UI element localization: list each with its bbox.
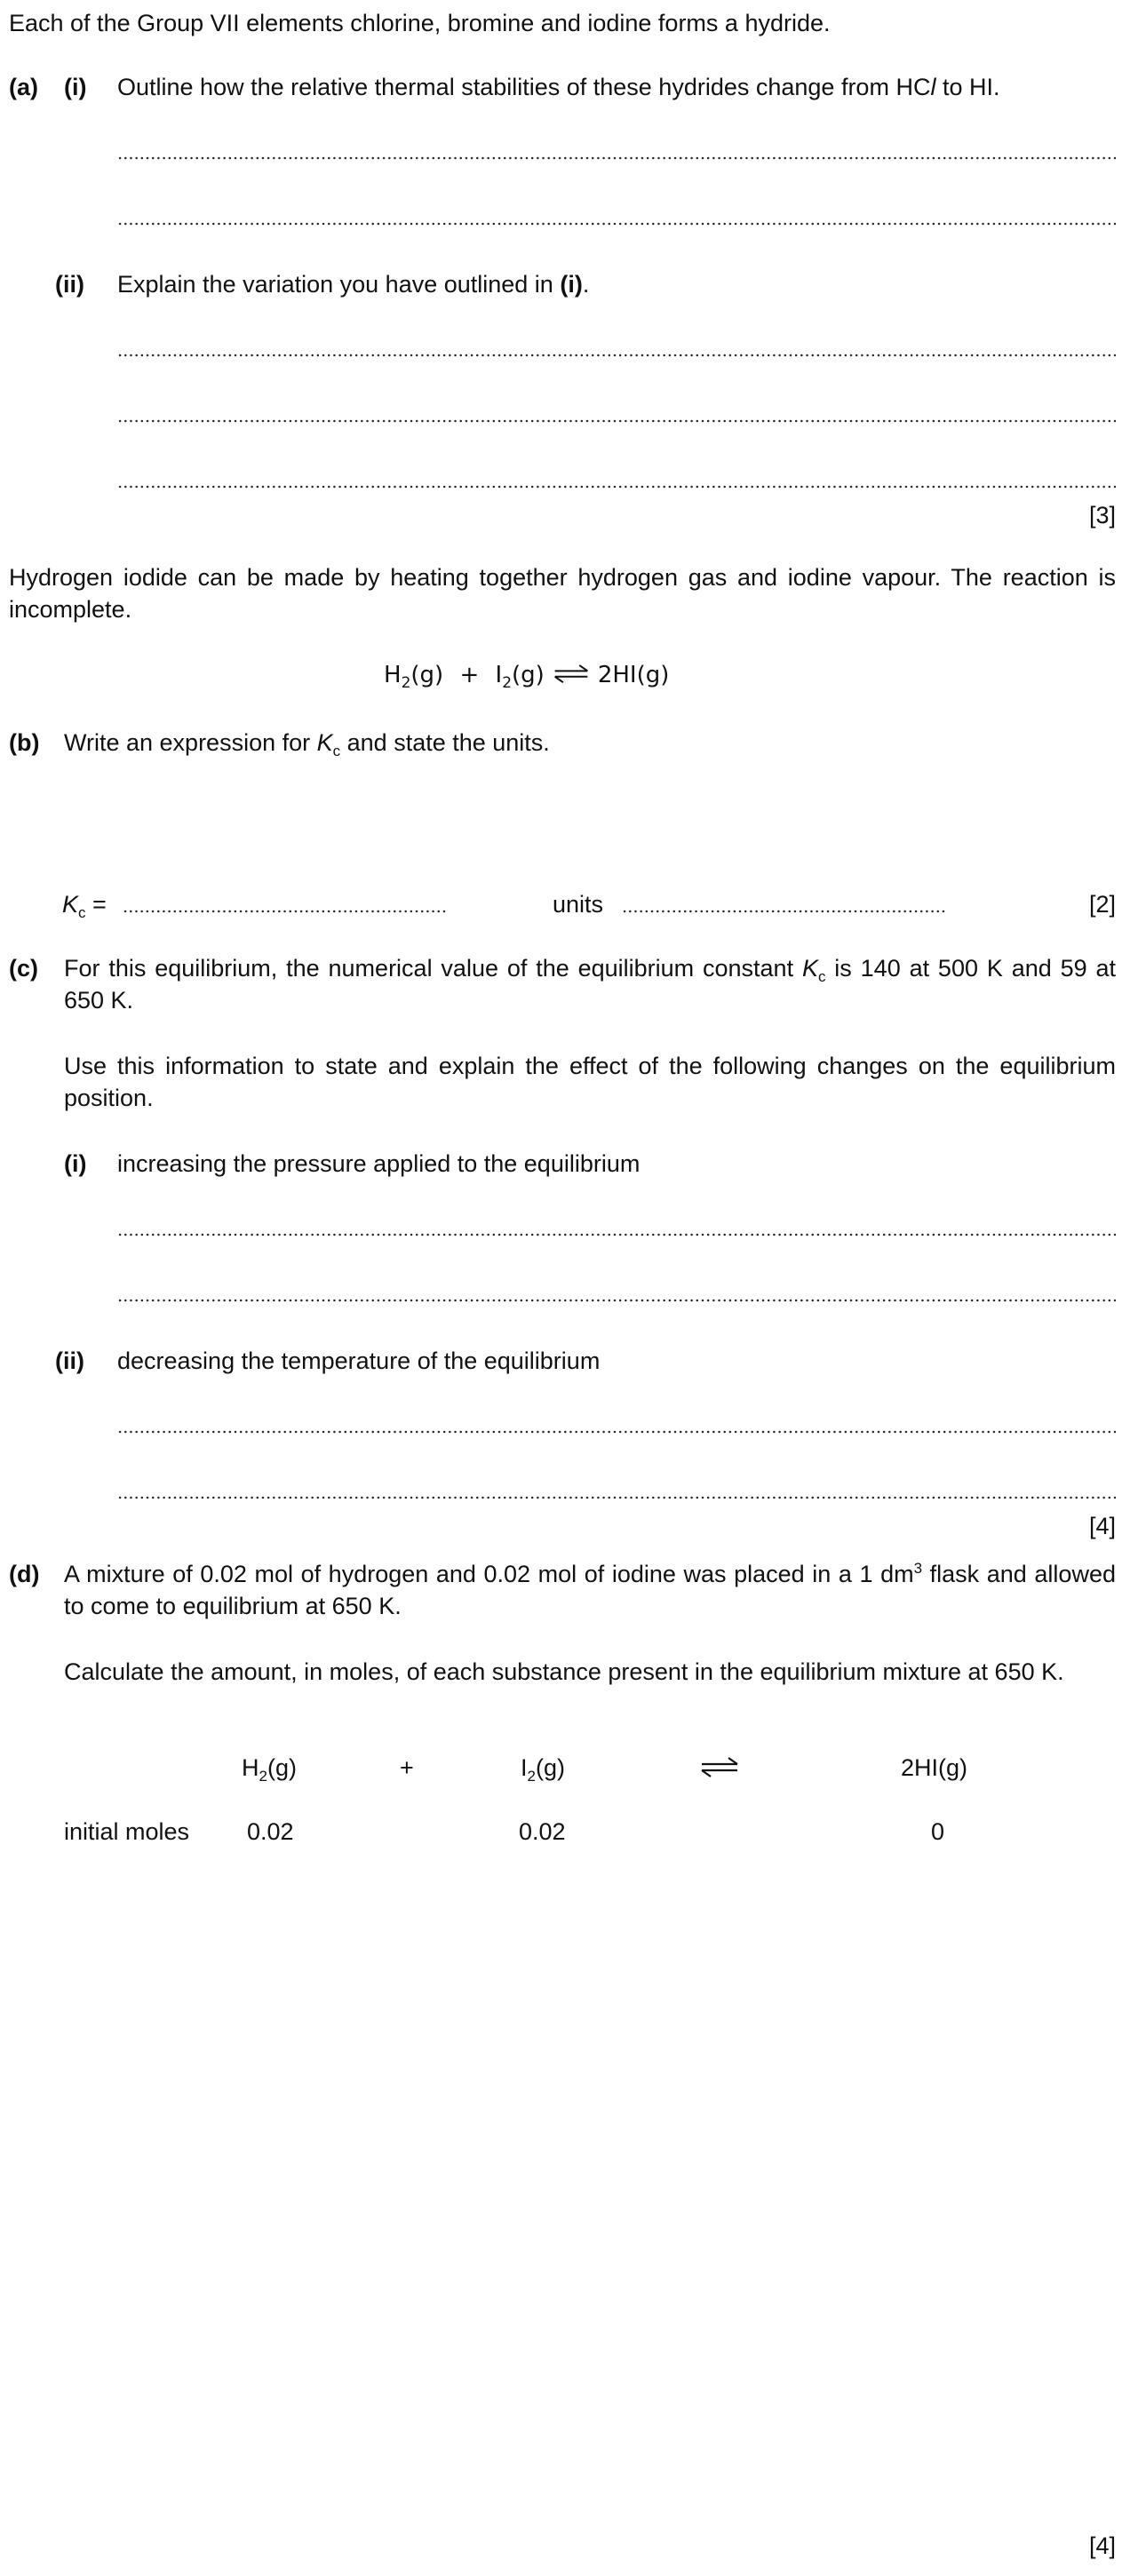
table-hi-initial: 0 bbox=[931, 1818, 945, 1845]
tbl-i-state: (g) bbox=[535, 1754, 565, 1781]
part-b-text-end: and state the units. bbox=[340, 729, 550, 756]
working-space[interactable] bbox=[64, 1874, 1116, 2514]
answer-line[interactable] bbox=[117, 419, 1116, 423]
part-b-question bbox=[64, 727, 550, 759]
table-row-label: initial moles bbox=[64, 1818, 190, 1845]
answer-line[interactable] bbox=[117, 1430, 1116, 1434]
tbl-h-state: (g) bbox=[267, 1754, 297, 1781]
kc-answer-line[interactable] bbox=[123, 910, 448, 913]
units-label: units bbox=[553, 891, 604, 918]
part-a-i-question bbox=[117, 71, 999, 103]
eq-h-state: (g) bbox=[410, 662, 444, 688]
answer-line[interactable] bbox=[117, 1233, 1116, 1236]
part-a-i-text-end: to HI. bbox=[935, 74, 1000, 100]
tbl-i: I bbox=[521, 1754, 528, 1781]
part-d-text-2: Calculate the amount, in moles, of each substance present in the equilibrium mixture at 650 K. bbox=[64, 1658, 1064, 1685]
part-a-i-italic-l: l bbox=[930, 74, 936, 100]
part-d-text-1 bbox=[64, 1558, 1116, 1622]
part-b-text: Write an expression for bbox=[64, 729, 317, 756]
intro-text: Each of the Group VII elements chlorine, bromine and iodine forms a hydride. bbox=[9, 10, 831, 36]
equilibrium-arrow-icon bbox=[700, 1757, 739, 1778]
table-hi-header: 2HI(g) bbox=[901, 1754, 968, 1781]
part-a-ii-text: Explain the variation you have outlined in bbox=[117, 271, 561, 298]
part-c-k-sub: c bbox=[817, 968, 826, 985]
part-a-ii-label: (ii) bbox=[55, 271, 84, 298]
answer-line[interactable] bbox=[117, 354, 1116, 357]
table-h2-initial: 0.02 bbox=[247, 1818, 294, 1845]
answer-line[interactable] bbox=[117, 222, 1116, 226]
part-d-text-1-start: A mixture of 0.02 mol of hydrogen and 0.02 mol of iodine was placed in a 1 dm bbox=[64, 1561, 914, 1587]
answer-line[interactable] bbox=[117, 156, 1116, 160]
table-i2-initial: 0.02 bbox=[519, 1818, 566, 1845]
table-i2-header bbox=[521, 1752, 565, 1784]
eq-i-sub: 2 bbox=[502, 674, 513, 692]
part-b-k: K bbox=[316, 729, 333, 756]
part-c-mark: [4] bbox=[1088, 1513, 1116, 1539]
part-c-text-2: Use this information to state and explain the effect of the following changes on the equilibrium position. bbox=[64, 1053, 1116, 1111]
table-plus: + bbox=[400, 1754, 414, 1781]
part-a-ii-question bbox=[117, 268, 589, 300]
part-d-text-1-end: flask and allowed to come to equilibrium at 650 K. bbox=[64, 1561, 1116, 1619]
kc-k: K bbox=[62, 891, 79, 918]
part-d-sup: 3 bbox=[913, 1560, 923, 1577]
eq-product: 2HI(g) bbox=[597, 662, 670, 688]
part-c-i-text: increasing the pressure applied to the equilibrium bbox=[117, 1150, 641, 1177]
part-a-ii-text-end: . bbox=[582, 271, 590, 298]
part-c-i-label: (i) bbox=[64, 1150, 87, 1177]
part-a-label: (a) bbox=[9, 74, 38, 100]
tbl-h: H bbox=[242, 1754, 259, 1781]
kc-answer-label bbox=[62, 888, 107, 920]
part-c-label: (c) bbox=[9, 955, 38, 982]
table-h2-header bbox=[242, 1752, 297, 1784]
units-answer-line[interactable] bbox=[622, 910, 947, 913]
part-c-text-1 bbox=[64, 952, 1116, 1016]
part-c-text-1-end: is 140 at 500 K and 59 at 650 K. bbox=[64, 955, 1117, 1014]
tbl-i-sub: 2 bbox=[527, 1768, 536, 1785]
kc-sub: c bbox=[78, 904, 86, 921]
answer-line[interactable] bbox=[117, 1496, 1116, 1499]
part-b-label: (b) bbox=[9, 729, 40, 756]
part-c-text-1-start: For this equilibrium, the numerical value of the equilibrium constant bbox=[64, 955, 802, 982]
eq-plus: + bbox=[459, 662, 480, 688]
kc-equals: = bbox=[92, 891, 107, 918]
answer-line[interactable] bbox=[117, 1299, 1116, 1302]
eq-i-state: (g) bbox=[512, 662, 545, 688]
eq-h: H bbox=[384, 662, 402, 688]
part-c-ii-label: (ii) bbox=[55, 1348, 84, 1374]
part-d-mark: [4] bbox=[1088, 2532, 1116, 2559]
part-c-ii-text: decreasing the temperature of the equilibrium bbox=[117, 1348, 601, 1374]
eq-h-sub: 2 bbox=[401, 674, 411, 692]
part-a-ii-ref: (i) bbox=[560, 271, 583, 298]
part-a-i-text: Outline how the relative thermal stabilities of these hydrides change from HC bbox=[117, 74, 931, 100]
equilibrium-arrow-icon bbox=[552, 664, 591, 684]
answer-line[interactable] bbox=[117, 485, 1116, 489]
part-b-k-sub: c bbox=[332, 743, 341, 759]
hi-intro-text: Hydrogen iodide can be made by heating together hydrogen gas and iodine vapour. The reaction is incomplete. bbox=[9, 564, 1116, 623]
part-a-i-label: (i) bbox=[64, 74, 87, 100]
part-b-mark: [2] bbox=[1088, 891, 1116, 918]
part-c-k: K bbox=[801, 955, 818, 982]
tbl-h-sub: 2 bbox=[259, 1768, 267, 1785]
part-a-mark: [3] bbox=[1088, 502, 1116, 529]
reaction-equation bbox=[384, 659, 669, 691]
part-d-label: (d) bbox=[9, 1561, 40, 1587]
eq-i: I bbox=[495, 662, 503, 688]
